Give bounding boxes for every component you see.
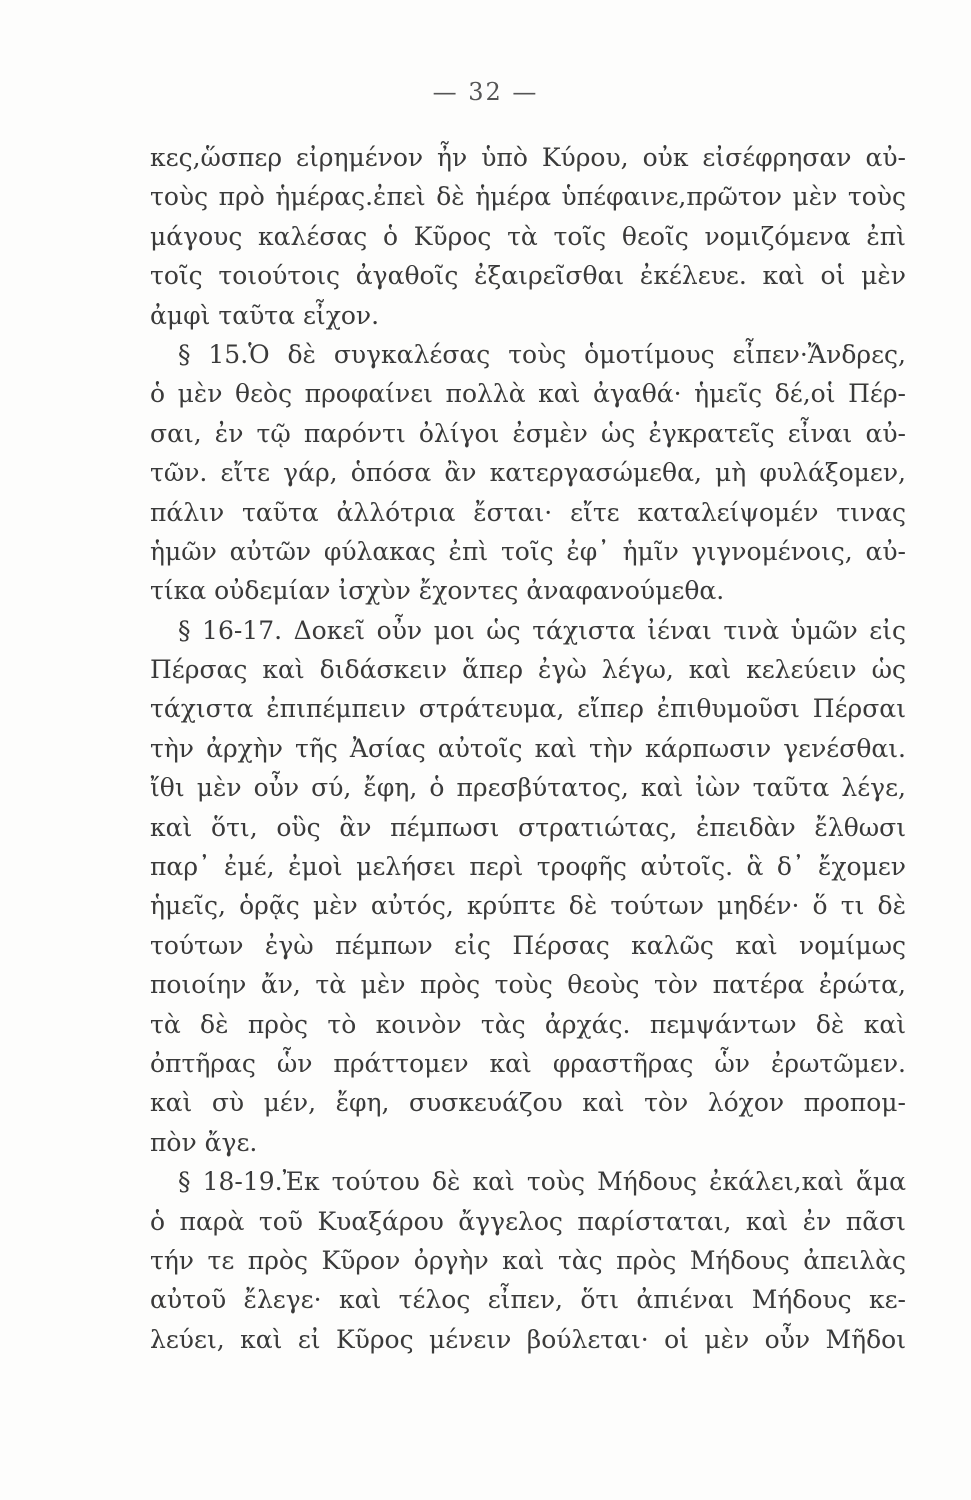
text-line: § 15.Ὁ δὲ συγκαλέσας τοὺς ὁμοτίμους εἶπεν·Ἄνδρες, — [178, 339, 906, 369]
text-line: τίκα οὐδεμίαν ἰσχὺν ἔχοντες ἀναφανούμεθα. — [150, 576, 725, 606]
text-line: Πέρσας καὶ διδάσκειν ἅπερ ἐγὼ λέγω, καὶ κελεύειν ὡς — [150, 655, 906, 685]
text-line: τῶν. εἴτε γάρ, ὁπόσα ἂν κατεργασώμεθα, μὴ φυλάξομεν, — [150, 458, 906, 488]
text-line: μάγους καλέσας ὁ Κῦρος τὰ τοῖς θεοῖς νομιζόμενα ἐπὶ — [150, 221, 906, 251]
text-line: ἀμφὶ ταῦτα εἶχον. — [150, 300, 380, 330]
text-line: τούτων ἐγὼ πέμπων εἰς Πέρσας καλῶς καὶ νομίμως — [150, 930, 906, 960]
text-line: ἡμῶν αὐτῶν φύλακας ἐπὶ τοῖς ἐφ᾽ ἡμῖν γιγνομένοις, αὐ- — [150, 536, 906, 566]
text-line: κες,ὥσπερ εἰρημένον ἦν ὑπὸ Κύρου, οὐκ εἰσέφρησαν αὐ- — [150, 143, 906, 172]
text-line: τοὺς πρὸ ἡμέρας.ἐπεὶ δὲ ἡμέρα ὑπέφαινε,πρῶτον μὲν τοὺς — [150, 182, 906, 212]
text-line: § 18-19.Ἐκ τούτου δὲ καὶ τοὺς Μήδους ἐκάλει,καὶ ἅμα — [178, 1167, 906, 1197]
text-line: ὁ μὲν θεὸς προφαίνει πολλὰ καὶ ἀγαθά· ἡμεῖς δέ,οἱ Πέρ- — [150, 379, 906, 409]
text-line: ἴθι μὲν οὖν σύ, ἔφη, ὁ πρεσβύτατος, καὶ ἰὼν ταῦτα λέγε, — [150, 773, 906, 803]
text-line: καὶ σὺ μέν, ἔφη, συσκευάζου καὶ τὸν λόχον προπομ- — [150, 1088, 906, 1118]
text-line: ἡμεῖς, ὁρᾷς μὲν αὐτός, κρύπτε δὲ τούτων μηδέν· ὅ τι δὲ — [150, 891, 906, 921]
text-line: § 16-17. Δοκεῖ οὖν μοι ὡς τάχιστα ἰέναι τινὰ ὑμῶν εἰς — [178, 615, 906, 645]
text-line: λεύει, καὶ εἰ Κῦρος μένειν βούλεται· οἱ μὲν οὖν Μῆδοι — [150, 1324, 906, 1354]
text-line: τὴν ἀρχὴν τῆς Ἀσίας αὐτοῖς καὶ τὴν κάρπωσιν γενέσθαι. — [150, 733, 906, 763]
text-line: σαι, ἐν τῷ παρόντι ὀλίγοι ἐσμὲν ὡς ἐγκρατεῖς εἶναι αὐ- — [150, 418, 906, 448]
text-line: τήν τε πρὸς Κῦρον ὀργὴν καὶ τὰς πρὸς Μήδους ἀπειλὰς — [150, 1245, 906, 1275]
text-line: ποιοίην ἄν, τὰ μὲν πρὸς τοὺς θεοὺς τὸν πατέρα ἐρώτα, — [150, 970, 906, 1000]
text-line: ὀπτῆρας ὧν πράττομεν καὶ φραστῆρας ὧν ἐρωτῶμεν. — [150, 1048, 906, 1078]
text-line: πὸν ἄγε. — [150, 1127, 258, 1157]
text-line: τοῖς τοιούτοις ἀγαθοῖς ἐξαιρεῖσθαι ἐκέλευε. καὶ οἱ μὲν — [150, 261, 906, 291]
body-text — [150, 138, 906, 1359]
page-number: — 32 — — [432, 78, 539, 106]
text-line: τάχιστα ἐπιπέμπειν στράτευμα, εἴπερ ἐπιθυμοῦσι Πέρσαι — [150, 694, 906, 724]
text-line: ὁ παρὰ τοῦ Κυαξάρου ἄγγελος παρίσταται, καὶ ἐν πᾶσι — [150, 1206, 906, 1236]
text-line: αὐτοῦ ἔλεγε· καὶ τέλος εἶπεν, ὅτι ἀπιέναι Μήδους κε- — [150, 1285, 906, 1315]
text-line: πάλιν ταῦτα ἀλλότρια ἔσται· εἴτε καταλείψομέν τινας — [150, 497, 906, 527]
text-line: παρ᾽ ἐμέ, ἐμοὶ μελήσει περὶ τροφῆς αὐτοῖς. ἃ δ᾽ ἔχομεν — [150, 852, 906, 882]
text-line: τὰ δὲ πρὸς τὸ κοινὸν τὰς ἀρχάς. πεμψάντων δὲ καὶ — [150, 1009, 906, 1039]
text-line: καὶ ὅτι, οὓς ἂν πέμπωσι στρατιώτας, ἐπειδὰν ἔλθωσι — [150, 812, 906, 842]
